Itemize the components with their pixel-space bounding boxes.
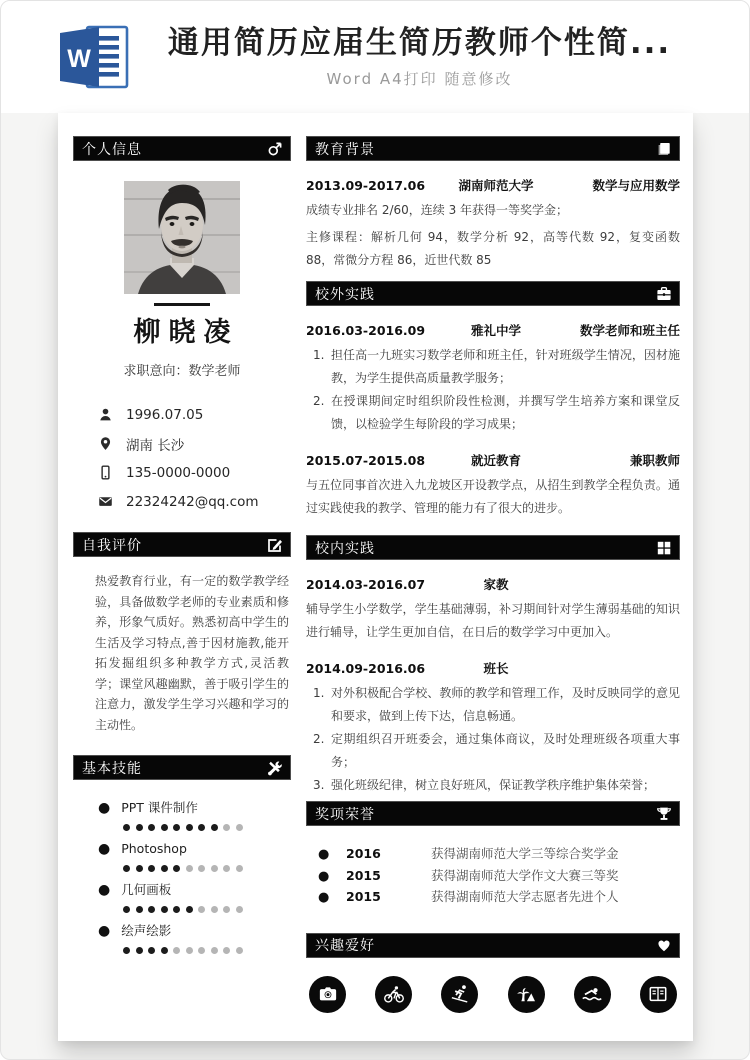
skill-rating <box>123 947 291 954</box>
dot-empty <box>186 865 193 872</box>
list-number: 3. <box>313 778 325 792</box>
skill-label <box>98 881 291 899</box>
entry-role: 数学与应用数学 <box>592 178 680 193</box>
on-campus-entries <box>306 576 680 797</box>
dot-filled <box>161 906 168 913</box>
section-title: 教育背景 <box>315 141 375 158</box>
section-title: 校外实践 <box>315 286 375 303</box>
section-title: 校内实践 <box>315 540 375 557</box>
camera-icon <box>309 976 346 1013</box>
dot-filled <box>148 947 155 954</box>
skill-label <box>98 922 291 940</box>
dot-empty <box>223 824 230 831</box>
bullet-icon: ● <box>98 882 111 898</box>
entry-role: 数学老师和班主任 <box>579 323 680 338</box>
entry-period: 2014.03-2016.07 <box>306 577 426 592</box>
skill-item <box>98 840 291 872</box>
skills-list <box>98 799 291 954</box>
contact-value: 135-0000-0000 <box>126 464 231 481</box>
dot-filled <box>136 947 143 954</box>
section-title: 个人信息 <box>82 141 142 158</box>
dot-filled <box>123 906 130 913</box>
skill-name: Photoshop <box>121 841 187 856</box>
dot-filled <box>123 824 130 831</box>
contact-row <box>98 400 291 429</box>
dot-empty <box>236 947 243 954</box>
section-header-hobbies <box>306 933 680 958</box>
dot-filled <box>173 865 180 872</box>
skill-rating <box>123 824 291 831</box>
award-description: 获得湖南师范大学作文大赛三等奖 <box>431 867 619 883</box>
entry-paragraph: 与五位同事首次进入九龙坡区开设教学点，从招生到教学全程负责。通过实践使我的教学、管理的能力有了很大的进步。 <box>306 478 680 515</box>
dot-filled <box>186 906 193 913</box>
entry-list-item <box>306 728 680 774</box>
trophy-icon <box>656 806 672 822</box>
skill-name: 几何画板 <box>121 882 172 897</box>
briefcase-icon <box>656 286 672 302</box>
dot-empty <box>211 865 218 872</box>
skiing-icon <box>441 976 478 1013</box>
section-title: 兴趣爱好 <box>315 938 375 954</box>
location-icon <box>98 436 113 451</box>
cycling-icon <box>375 976 412 1013</box>
dot-empty <box>223 947 230 954</box>
dot-empty <box>211 947 218 954</box>
edit-icon <box>267 537 283 553</box>
main-column <box>306 113 680 1013</box>
entry-paragraph: 辅导学生小学数学，学生基础薄弱，补习期间针对学生薄弱基础的知识进行辅导，让学生更加自信，在日后的数学学习中更加入。 <box>306 602 680 639</box>
skill-rating <box>123 906 291 913</box>
contact-value: 22324242@qq.com <box>126 493 259 510</box>
entry-period: 2014.09-2016.06 <box>306 661 426 676</box>
dot-filled <box>136 906 143 913</box>
dot-filled <box>123 947 130 954</box>
entry-organization: 就近教育 <box>470 453 521 468</box>
dot-filled <box>148 865 155 872</box>
list-text: 定期组织召开班委会，通过集体商议，及时处理班级各项重大事务； <box>331 732 680 769</box>
contact-row <box>98 458 291 487</box>
dot-empty <box>236 865 243 872</box>
section-title: 奖项荣誉 <box>315 806 375 823</box>
experience-entry <box>306 322 680 436</box>
dot-empty <box>173 947 180 954</box>
award-row <box>306 887 680 909</box>
profile-photo <box>124 181 240 294</box>
section-header-awards <box>306 801 680 826</box>
resume-sheet <box>58 113 693 1041</box>
award-row <box>306 866 680 888</box>
dot-empty <box>236 824 243 831</box>
dot-filled <box>123 865 130 872</box>
entry-period: 2013.09-2017.06 <box>306 178 426 193</box>
swimming-icon <box>574 976 611 1013</box>
section-header-off-campus <box>306 281 680 306</box>
dot-empty <box>198 947 205 954</box>
entry-list-item <box>306 774 680 797</box>
section-header-on-campus <box>306 535 680 560</box>
skill-name: 绘声绘影 <box>121 923 172 938</box>
photo-divider <box>154 303 210 306</box>
hobby-icons <box>306 976 680 1013</box>
dot-filled <box>211 824 218 831</box>
experience-entry <box>306 177 680 272</box>
reading-icon <box>640 976 677 1013</box>
bullet-icon: ● <box>98 923 111 939</box>
tools-icon <box>267 760 283 776</box>
page-title: 通用简历应届生简历教师个性简... <box>167 25 672 61</box>
skill-name: PPT 课件制作 <box>121 800 198 815</box>
contact-value: 湖南 长沙 <box>126 437 185 454</box>
entry-list-item <box>306 390 680 436</box>
self-evaluation-text: 热爱教育行业，有一定的数学教学经验，具备做数学老师的专业素质和修养，形象气质好。熟悉初高中学生的生活及学习特点,善于因材施教,能开拓发掘组织多种教学方式,灵活教学；课堂风趣幽默，善于吸引学生的注意力，激发学生学习兴趣和学习的主动性。 <box>95 574 289 732</box>
dot-filled <box>173 906 180 913</box>
award-description: 获得湖南师范大学三等综合奖学金 <box>431 846 619 861</box>
page-subtitle: Word A4打印 随意修改 <box>326 70 513 88</box>
skill-item <box>98 881 291 913</box>
bullet-icon: ● <box>318 868 330 884</box>
bullet-icon: ● <box>318 847 330 862</box>
heart-icon <box>656 937 672 953</box>
section-title: 自我评价 <box>82 537 142 554</box>
list-number: 1. <box>313 686 325 700</box>
section-title: 基本技能 <box>82 760 142 777</box>
dot-filled <box>148 906 155 913</box>
entry-organization: 雅礼中学 <box>470 323 521 338</box>
contact-list <box>98 400 291 516</box>
entry-list-item <box>306 682 680 728</box>
sidebar-column <box>73 113 291 963</box>
objective-value: 数学老师 <box>188 364 241 379</box>
skill-item <box>98 799 291 831</box>
dot-filled <box>161 824 168 831</box>
experience-entry <box>306 576 680 644</box>
award-year: 2016 <box>346 846 381 861</box>
person-icon <box>98 407 113 422</box>
list-number: 1. <box>313 348 325 362</box>
grid-icon <box>656 540 672 556</box>
list-number: 2. <box>313 394 325 408</box>
award-year: 2015 <box>346 867 381 883</box>
education-entries <box>306 177 680 272</box>
list-text: 担任高一九班实习数学老师和班主任，针对班级学生情况，因材施教，为学生提供高质量教学服务； <box>331 348 680 385</box>
dot-filled <box>173 824 180 831</box>
skill-item <box>98 922 291 954</box>
list-text: 对外积极配合学校、教师的教学和管理工作，及时反映同学的意见和要求，做到上传下达，信息畅通。 <box>331 686 680 723</box>
entry-paragraph: 成绩专业排名 2/60，连续 3 年获得一等奖学金； <box>306 203 569 217</box>
entry-header <box>306 452 680 470</box>
dot-filled <box>161 947 168 954</box>
svg-text:W: W <box>67 45 91 73</box>
job-objective <box>73 360 291 379</box>
entry-paragraph: 主修课程：解析几何 94，数学分析 92，高等代数 92，复变函数 88，常微分方程 86，近世代数 85 <box>306 230 680 267</box>
entry-header <box>306 322 680 340</box>
contact-value: 1996.07.05 <box>126 406 204 423</box>
dot-filled <box>148 824 155 831</box>
entry-list-item <box>306 344 680 390</box>
dot-empty <box>223 906 230 913</box>
entry-organization: 湖南师范大学 <box>458 178 534 193</box>
entry-header <box>306 177 680 195</box>
top-header <box>1 1 749 113</box>
award-year: 2015 <box>346 889 381 904</box>
list-text: 强化班级纪律，树立良好班风，保证教学秩序维护集体荣誉； <box>331 778 656 792</box>
experience-entry <box>306 452 680 520</box>
entry-period: 2015.07-2015.08 <box>306 453 426 468</box>
entry-organization: 家教 <box>483 577 509 592</box>
dot-empty <box>211 906 218 913</box>
dot-empty <box>223 865 230 872</box>
entry-role: 兼职教师 <box>629 453 680 468</box>
entry-header <box>306 660 680 678</box>
awards-list <box>306 844 680 909</box>
list-text: 在授课期间定时组织阶段性检测，并撰写学生培养方案和课堂反馈，以检验学生每阶段的学习成果； <box>331 394 680 431</box>
objective-label: 求职意向： <box>123 364 189 379</box>
bullet-icon: ● <box>98 800 111 816</box>
entry-period: 2016.03-2016.09 <box>306 323 426 338</box>
dot-empty <box>236 906 243 913</box>
book-icon <box>656 141 672 157</box>
award-row <box>306 844 680 866</box>
award-description: 获得湖南师范大学志愿者先进个人 <box>431 889 619 904</box>
bullet-icon: ● <box>318 890 330 905</box>
skill-label <box>98 799 291 817</box>
candidate-name: 柳晓凌 <box>133 317 239 348</box>
phone-icon <box>98 465 113 480</box>
dot-filled <box>161 865 168 872</box>
list-number: 2. <box>313 732 325 746</box>
email-icon <box>98 494 113 509</box>
skill-label <box>98 840 291 858</box>
experience-entry <box>306 660 680 797</box>
dot-filled <box>186 824 193 831</box>
dot-filled <box>198 824 205 831</box>
dot-empty <box>198 865 205 872</box>
male-icon <box>267 141 283 157</box>
section-header-skills <box>73 755 291 780</box>
word-logo-icon <box>58 24 130 90</box>
dot-filled <box>136 824 143 831</box>
section-header-personal-info <box>73 136 291 161</box>
skill-rating <box>123 865 291 872</box>
travel-icon <box>508 976 545 1013</box>
header-text <box>130 25 749 89</box>
off-campus-entries <box>306 322 680 520</box>
entry-organization: 班长 <box>483 661 509 676</box>
contact-row <box>98 429 291 458</box>
section-header-self-evaluation <box>73 532 291 557</box>
dot-filled <box>136 865 143 872</box>
dot-empty <box>198 906 205 913</box>
entry-header <box>306 576 680 594</box>
dot-empty <box>186 947 193 954</box>
bullet-icon: ● <box>98 841 111 857</box>
section-header-education <box>306 136 680 161</box>
contact-row <box>98 487 291 516</box>
